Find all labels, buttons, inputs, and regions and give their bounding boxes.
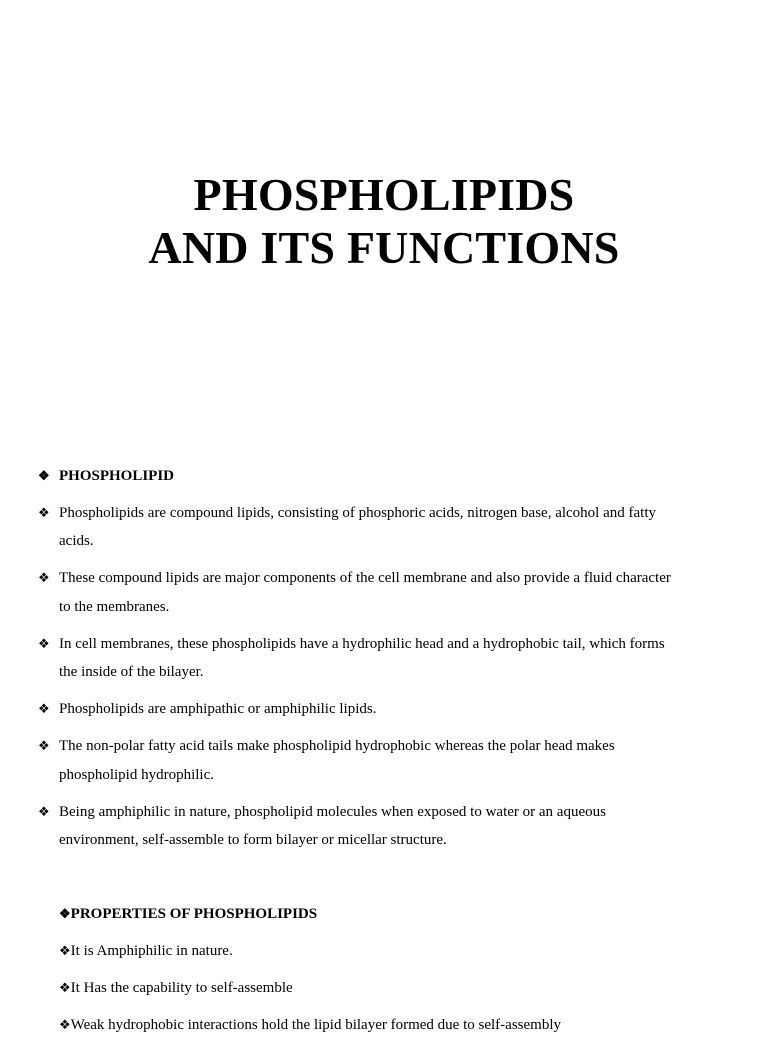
title-line-2: AND ITS FUNCTIONS xyxy=(148,222,620,273)
diamond-bullet-icon: ❖ xyxy=(59,980,71,995)
diamond-bullet-icon: ❖ xyxy=(38,701,50,716)
diamond-bullet-icon: ❖ xyxy=(38,635,50,651)
section-heading-phospholipid xyxy=(38,462,678,491)
list-item xyxy=(38,564,678,621)
list-item xyxy=(38,695,678,724)
diamond-bullet-icon: ❖ xyxy=(59,1017,71,1032)
list-item-text: In cell membranes, these phospholipids have a hydrophilic head and a hydrophobic tail, which forms the inside of the bilayer. xyxy=(59,635,665,680)
list-item xyxy=(59,937,739,965)
title-line-1: PHOSPHOLIPIDS xyxy=(193,169,575,220)
diamond-bullet-icon: ❖ xyxy=(59,943,71,958)
list-item-text: Being amphiphilic in nature, phospholipid molecules when exposed to water or an aqueous environment, self-assemble to form bilayer or micellar structure. xyxy=(59,803,606,848)
list-item-text: Weak hydrophobic interactions hold the lipid bilayer formed due to self-assembly xyxy=(70,1017,561,1033)
list-item xyxy=(59,974,739,1002)
list-item xyxy=(59,1011,739,1039)
list-item xyxy=(38,798,678,855)
section-heading-text: PHOSPHOLIPID xyxy=(59,468,175,484)
list-item-text: The non-polar fatty acid tails make phospholipid hydrophobic whereas the polar head makes phospholipid hydrophilic. xyxy=(59,738,615,783)
diamond-bullet-icon: ❖ xyxy=(38,504,50,520)
section-heading-text: PROPERTIES OF PHOSPHOLIPIDS xyxy=(70,906,318,922)
diamond-bullet-icon: ❖ xyxy=(38,803,50,819)
list-item-text: It Has the capability to self-assemble xyxy=(70,980,293,996)
properties-section xyxy=(59,900,739,1048)
list-item xyxy=(38,630,678,687)
section-heading-properties xyxy=(59,900,739,928)
list-item xyxy=(38,732,678,789)
list-item-text: These compound lipids are major components of the cell membrane and also provide a fluid character to the membranes. xyxy=(59,570,671,615)
diamond-bullet-icon: ❖ xyxy=(38,468,50,483)
diamond-bullet-icon: ❖ xyxy=(38,570,50,585)
list-item-text: It is Amphiphilic in nature. xyxy=(70,943,233,959)
list-item-text: Phospholipids are amphipathic or amphiphilic lipids. xyxy=(59,701,377,717)
list-item-text: Phospholipids are compound lipids, consisting of phosphoric acids, nitrogen base, alcohol and fatty acids. xyxy=(59,504,656,549)
list-item xyxy=(38,499,678,556)
phospholipid-section xyxy=(38,462,678,863)
diamond-bullet-icon: ❖ xyxy=(38,738,50,753)
diamond-bullet-icon: ❖ xyxy=(59,906,71,921)
